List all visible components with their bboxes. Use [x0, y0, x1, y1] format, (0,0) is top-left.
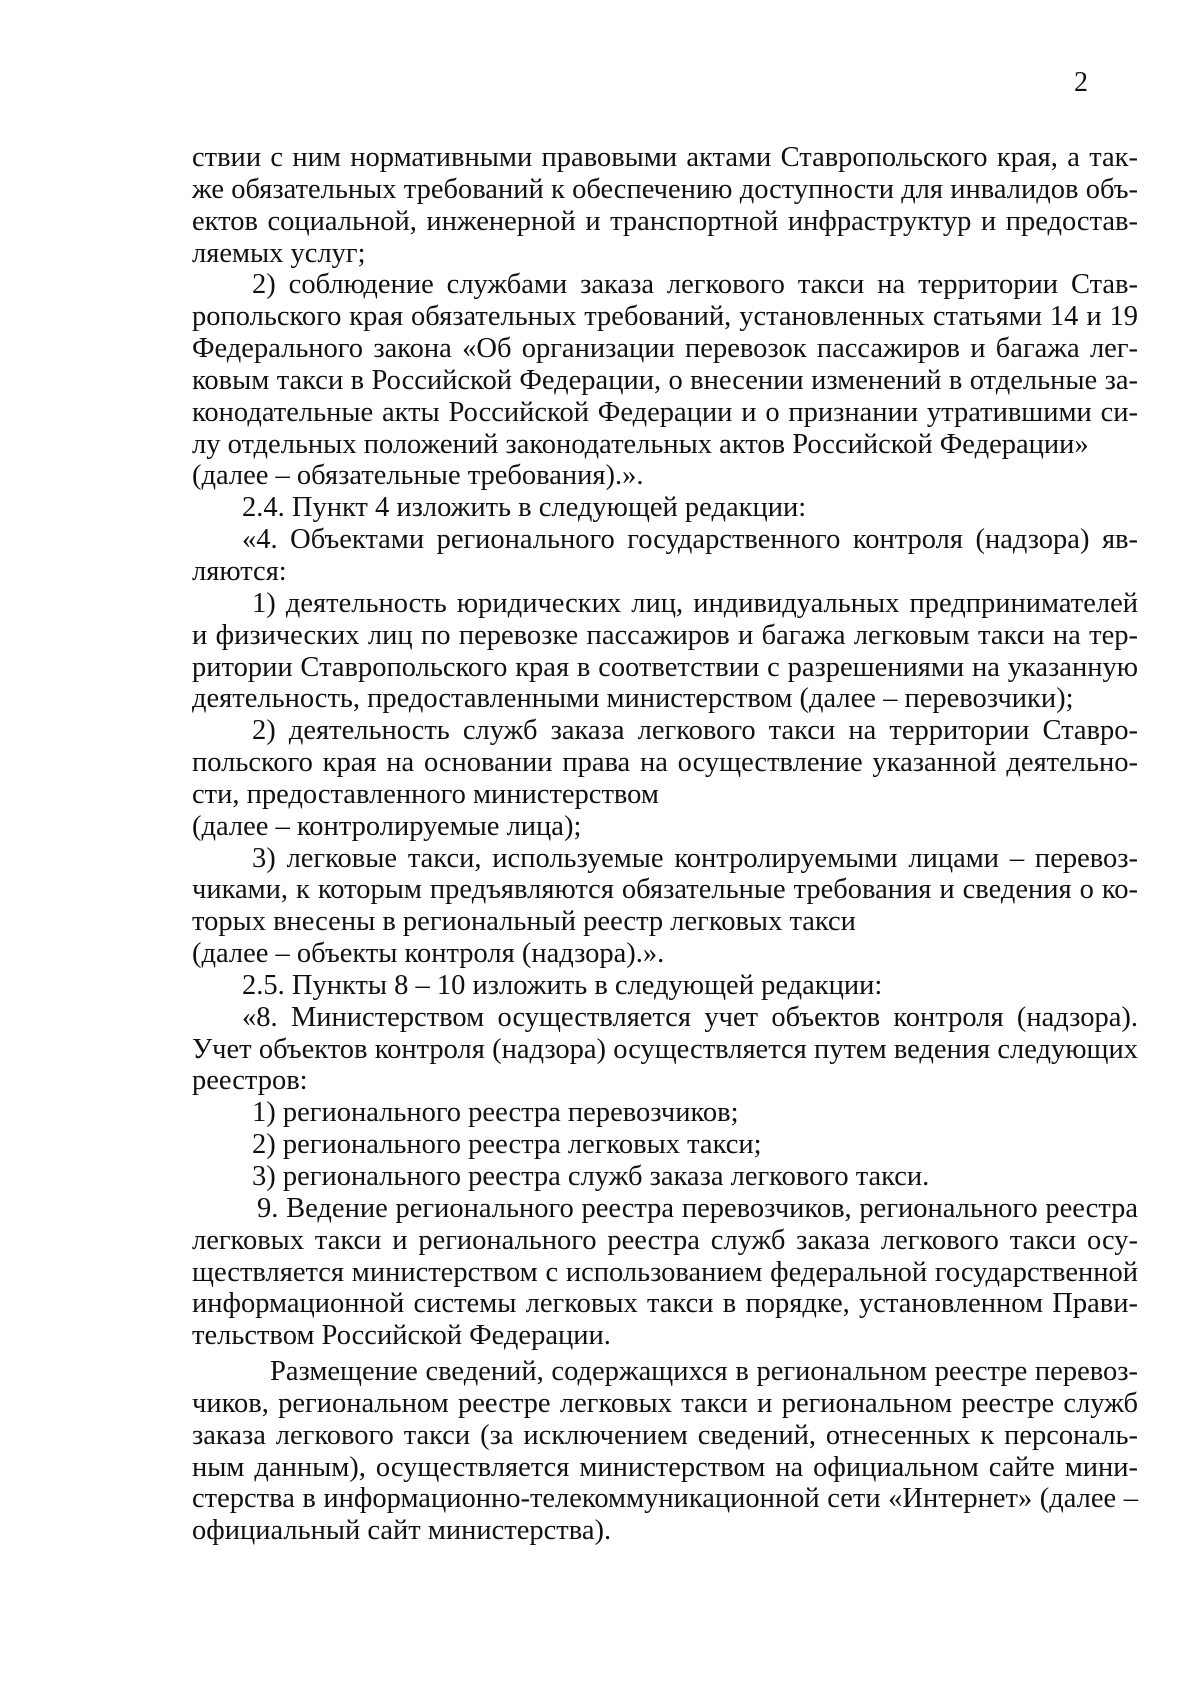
text-line: (далее – объекты контроля (надзора).». — [192, 938, 665, 970]
text-line: 2) регионального реестра легковых такси; — [252, 1129, 762, 1161]
text-line: стерства в информационно-телекоммуникационной сети «Интернет» (далее – — [192, 1483, 1138, 1515]
text-line: лу отдельных положений законодательных актов Российской Федерации» — [192, 428, 1089, 460]
text-line: официальный сайт министерства). — [192, 1515, 612, 1547]
text-line: ропольского края обязательных требований, установленных статьями 14 и 19 — [192, 301, 1138, 333]
text-line: 1) деятельность юридических лиц, индивидуальных предпринимателей — [252, 587, 1138, 619]
text-line: торых внесены в региональный реестр легковых такси — [192, 906, 856, 938]
text-line: ляемых услуг; — [192, 237, 366, 269]
text-line: же обязательных требований к обеспечению доступности для инвалидов объ- — [192, 173, 1138, 205]
text-line: 3) регионального реестра служб заказа легкового такси. — [252, 1161, 930, 1192]
text-line: Размещение сведений, содержащихся в региональном реестре перевоз- — [270, 1356, 1138, 1388]
text-line: деятельность, предоставленными министерством (далее – перевозчики); — [192, 683, 1074, 715]
text-line: заказа легкового такси (за исключением сведений, отнесенных к персональ- — [192, 1419, 1138, 1451]
text-line: конодательные акты Российской Федерации и о признании утратившими си- — [192, 396, 1138, 428]
text-line: чиков, региональном реестре легковых такси и региональном реестре служб — [192, 1387, 1138, 1419]
text-line: и физических лиц по перевозке пассажиров и багажа легковым такси на тер- — [192, 619, 1138, 651]
text-line: «4. Объектами регионального государственного контроля (надзора) яв- — [242, 524, 1138, 556]
text-line: Учет объектов контроля (надзора) осуществляется путем ведения следующих — [192, 1033, 1138, 1065]
text-line: ществляется министерством с использованием федеральной государственной — [192, 1256, 1138, 1288]
text-line: ектов социальной, инженерной и транспортной инфраструктур и предостав- — [192, 205, 1138, 237]
text-line: ритории Ставропольского края в соответствии с разрешениями на указанную — [192, 651, 1138, 683]
text-line: ковым такси в Российской Федерации, о внесении изменений в отдельные за- — [192, 364, 1138, 396]
text-line: 3) легковые такси, используемые контролируемыми лицами – перевоз- — [252, 842, 1138, 874]
text-line: 1) регионального реестра перевозчиков; — [252, 1097, 739, 1129]
text-line: 9. Ведение регионального реестра перевозчиков, регионального реестра — [257, 1192, 1138, 1224]
text-line: информационной системы легковых такси в порядке, установленном Прави- — [192, 1288, 1138, 1320]
text-line: ляются: — [192, 555, 287, 587]
text-line: легковых такси и регионального реестра служб заказа легкового такси осу- — [192, 1224, 1138, 1256]
text-line: чиками, к которым предъявляются обязательные требования и сведения о ко- — [192, 874, 1138, 906]
text-line: Федерального закона «Об организации перевозок пассажиров и багажа лег- — [192, 333, 1138, 365]
text-line: реестров: — [192, 1065, 308, 1097]
text-line: (далее – обязательные требования).». — [192, 460, 644, 492]
page-number: 2 — [1074, 67, 1088, 98]
text-line: ствии с ним нормативными правовыми актами Ставропольского края, а так- — [192, 142, 1138, 173]
text-line: сти, предоставленного министерством — [192, 778, 659, 810]
text-line: (далее – контролируемые лица); — [192, 810, 582, 842]
text-line: ным данным), осуществляется министерством на официальном сайте мини- — [192, 1451, 1138, 1483]
text-line: 2.4. Пункт 4 изложить в следующей редакции: — [242, 492, 807, 524]
document-body — [192, 142, 1138, 1547]
text-line: 2.5. Пункты 8 – 10 изложить в следующей редакции: — [242, 969, 883, 1001]
text-line: 2) соблюдение службами заказа легкового такси на территории Став- — [252, 269, 1138, 301]
text-line: 2) деятельность служб заказа легкового такси на территории Ставро- — [252, 715, 1138, 747]
text-line: «8. Министерством осуществляется учет объектов контроля (надзора). — [242, 1001, 1138, 1033]
text-line: тельством Российской Федерации. — [192, 1320, 611, 1352]
text-line: польского края на основании права на осуществление указанной деятельно- — [192, 747, 1138, 779]
